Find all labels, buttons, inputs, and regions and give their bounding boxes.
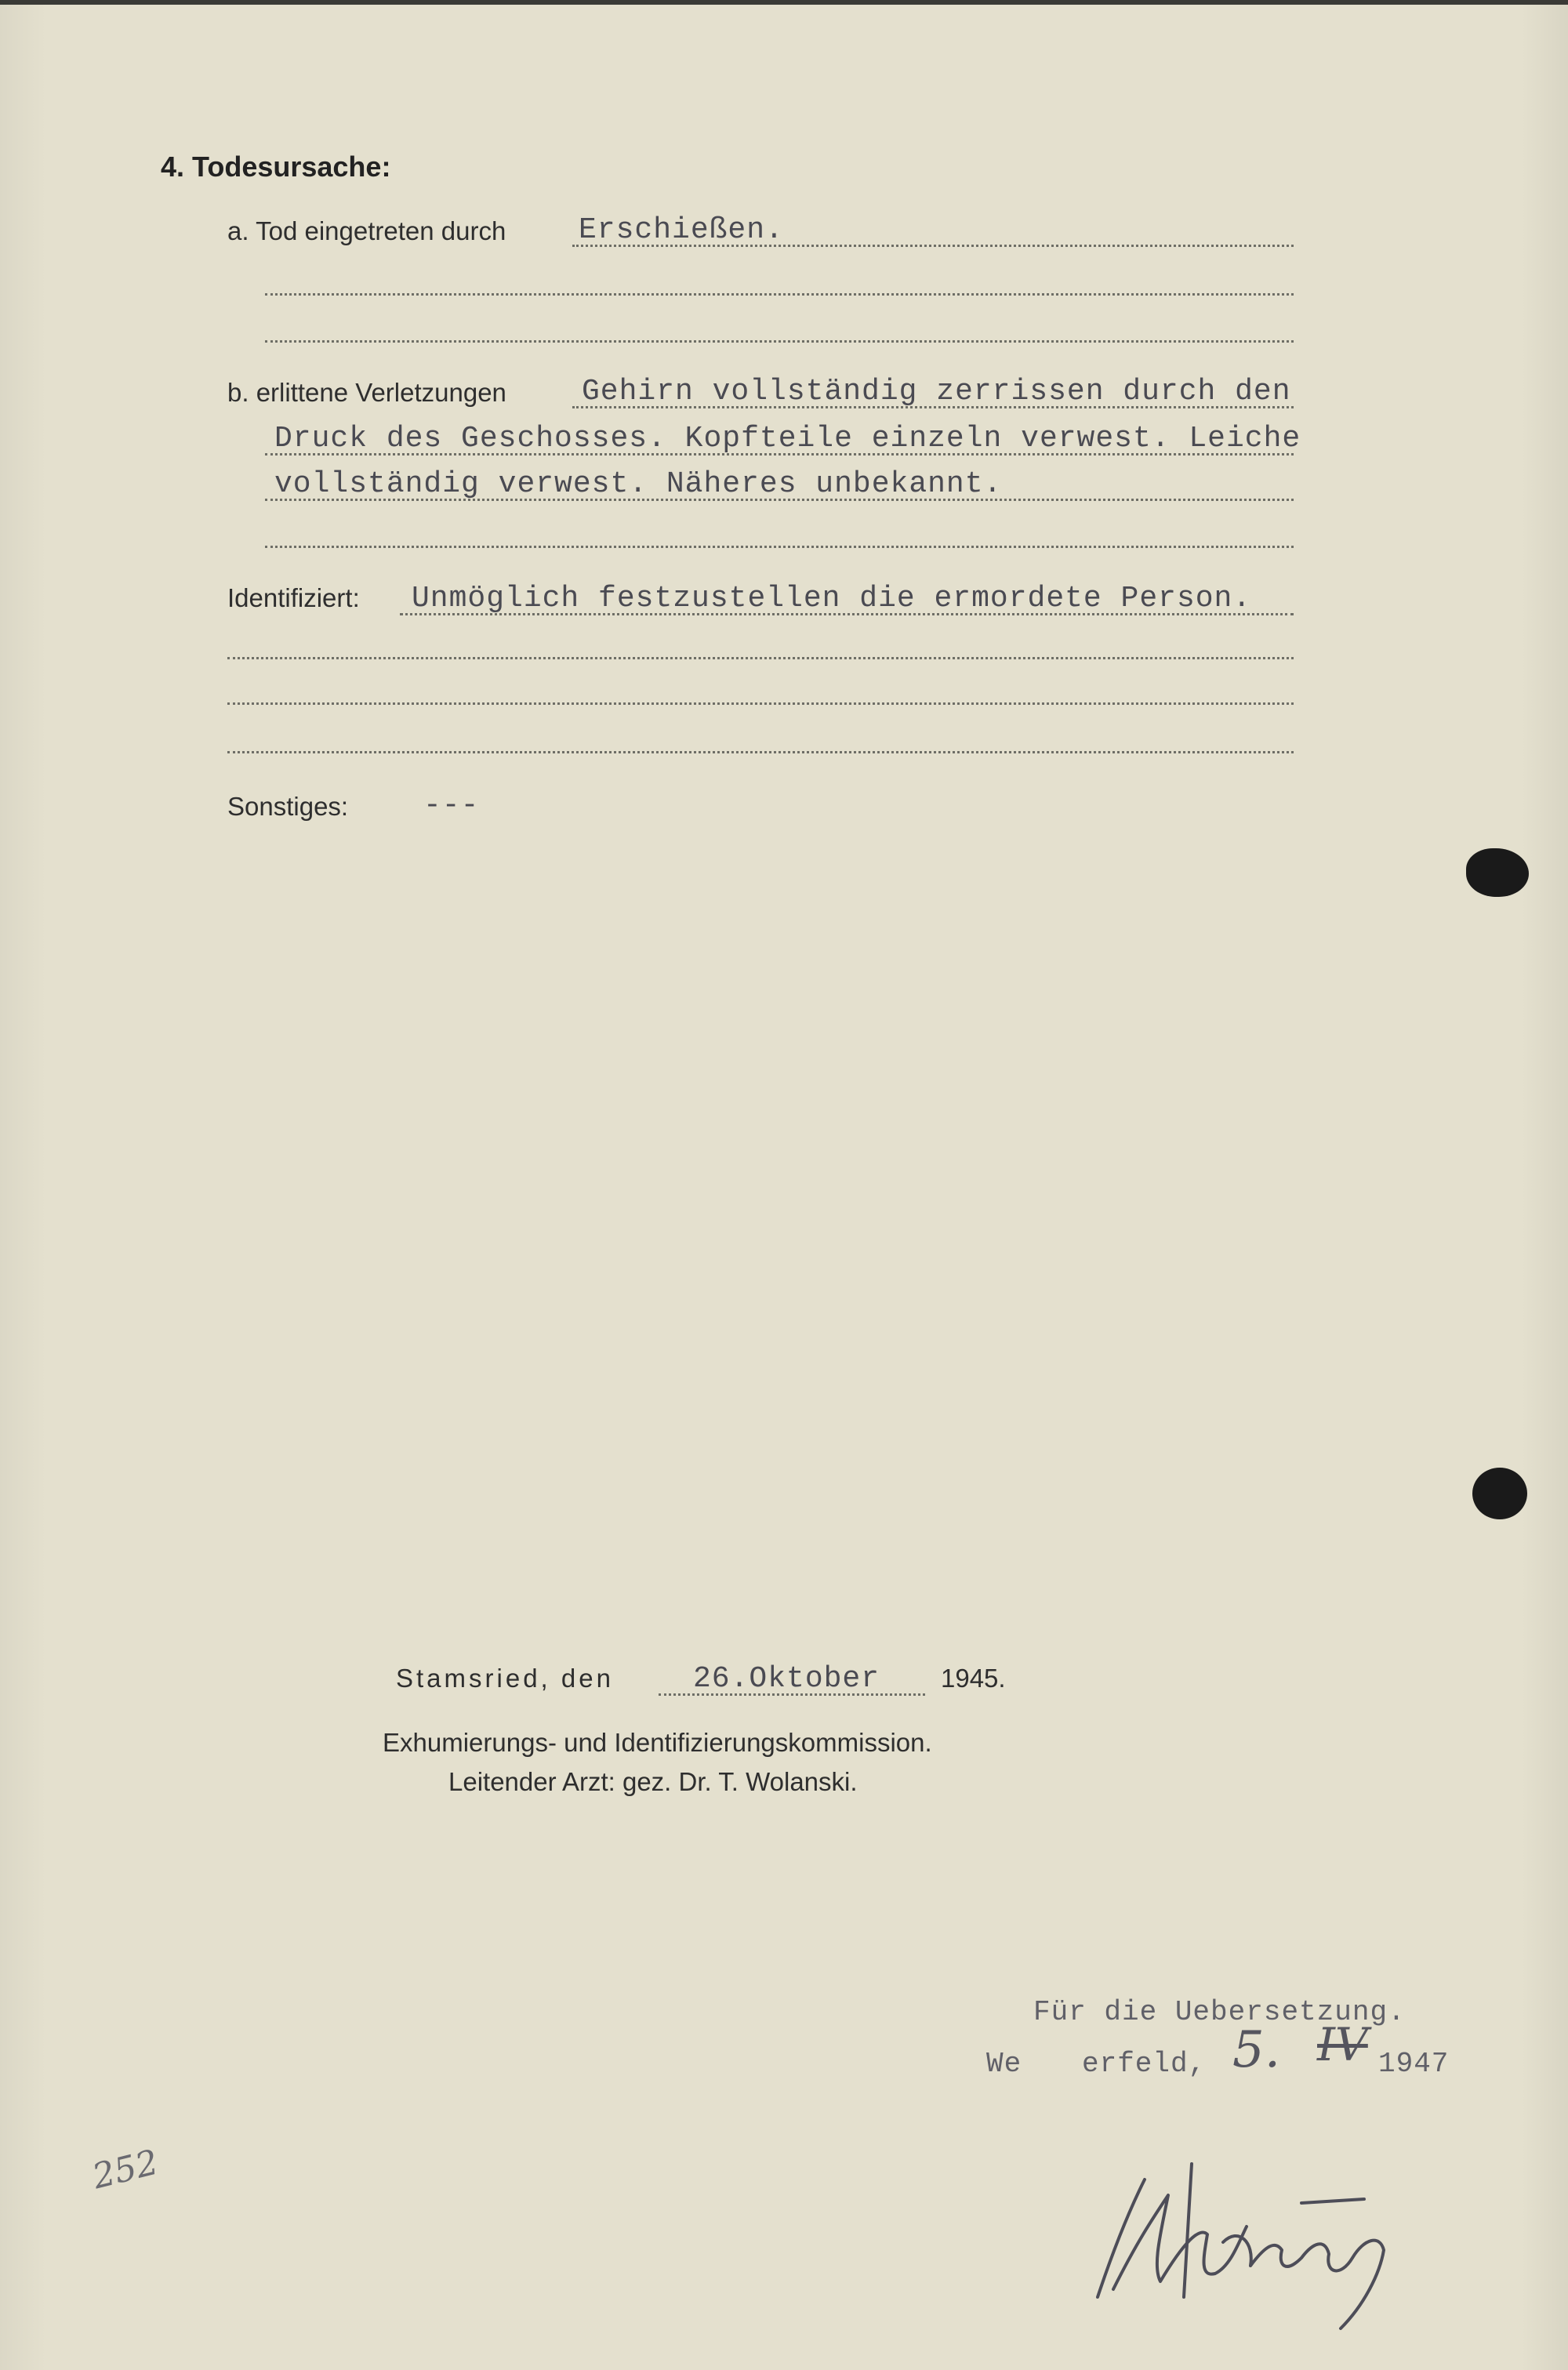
injuries-dots-1	[572, 406, 1294, 408]
identified-dots-4	[227, 751, 1294, 753]
translation-stamp-day: 5.	[1232, 2021, 1281, 2079]
translation-stamp-place: erfeld,	[1082, 2048, 1207, 2080]
cause-line-2	[265, 293, 1294, 296]
injuries-dots-3	[265, 499, 1294, 501]
date-value: 26.Oktober	[693, 1662, 880, 1696]
place-label: Stamsried, den	[396, 1664, 614, 1693]
section-heading: 4. Todesursache:	[161, 151, 391, 183]
injuries-dots-2	[265, 453, 1294, 455]
identified-dots-3	[227, 702, 1294, 705]
punch-hole-lower	[1472, 1468, 1527, 1519]
misc-value: ---	[423, 789, 480, 822]
injuries-line-1: Gehirn vollständig zerrissen durch den	[582, 375, 1291, 408]
handwritten-signature	[1066, 2148, 1427, 2336]
cause-label: a. Tod eingetreten durch	[227, 216, 506, 245]
identified-dots-1	[400, 613, 1294, 615]
injuries-line-3: vollständig verwest. Näheres unbekannt.	[274, 467, 1003, 501]
injuries-dots-4	[265, 546, 1294, 548]
translation-stamp-place-prefix: We	[986, 2048, 1022, 2080]
cause-value: Erschießen.	[579, 213, 784, 247]
pencil-page-note: 252	[89, 2142, 162, 2198]
identified-value: Unmöglich festzustellen die ermordete Person.	[412, 582, 1252, 615]
cause-line-1	[572, 245, 1294, 247]
translation-stamp-line-1: Für die Uebersetzung.	[1033, 1996, 1406, 2028]
misc-label: Sonstiges:	[227, 792, 349, 821]
cause-line-3	[265, 340, 1294, 343]
identified-label: Identifiziert:	[227, 583, 360, 612]
translation-stamp-month: IV	[1317, 2018, 1368, 2071]
commission-line-1: Exhumierungs- und Identifizierungskommission.	[383, 1728, 932, 1757]
identified-dots-2	[227, 657, 1294, 659]
punch-hole-upper	[1466, 848, 1529, 897]
year-value: 1945.	[941, 1664, 1006, 1693]
date-dots	[659, 1693, 925, 1696]
commission-line-2: Leitender Arzt: gez. Dr. T. Wolanski.	[448, 1767, 858, 1796]
injuries-line-2: Druck des Geschosses. Kopfteile einzeln verwest. Leiche	[274, 422, 1301, 455]
translation-stamp-year: 1947	[1378, 2048, 1450, 2080]
page-top-edge	[0, 0, 1568, 5]
injuries-label: b. erlittene Verletzungen	[227, 378, 506, 407]
